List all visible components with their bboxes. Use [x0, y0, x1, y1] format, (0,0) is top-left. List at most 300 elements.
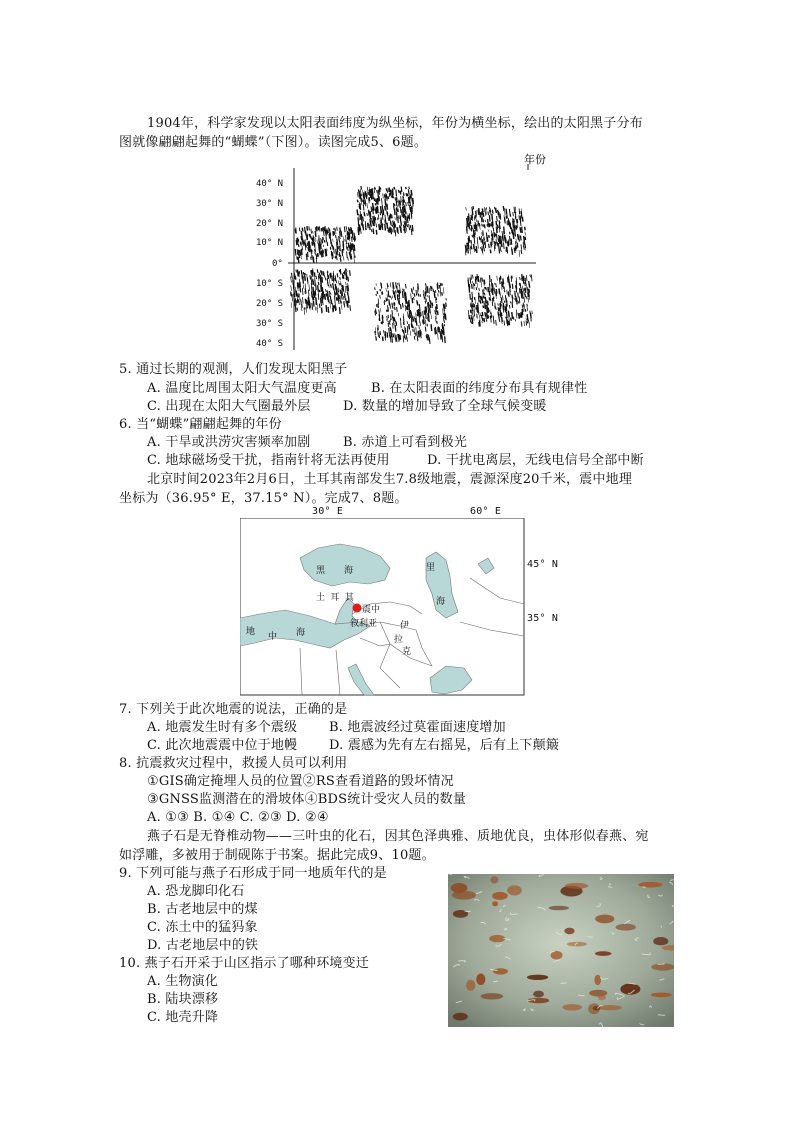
trilobite-mark [476, 974, 485, 986]
sunspot-mark [492, 298, 493, 302]
sunspot-mark [387, 283, 388, 289]
sunspot-mark [322, 287, 323, 289]
sunspot-mark [389, 215, 390, 221]
sunspot-mark [348, 247, 349, 251]
sunspot-mark [417, 302, 418, 306]
sunspot-mark [334, 305, 335, 308]
sunspot-mark [380, 295, 381, 299]
sunspot-mark [314, 279, 315, 286]
epicenter-marker [353, 604, 362, 613]
sunspot-mark [516, 313, 517, 319]
sunspot-mark [530, 275, 531, 278]
sunspot-mark [430, 300, 431, 304]
sunspot-mark [380, 308, 381, 312]
sunspot-mark [494, 288, 495, 294]
sunspot-mark [442, 324, 443, 329]
sunspot-mark [401, 322, 402, 328]
sunspot-mark [518, 313, 519, 316]
sunspot-mark [510, 223, 511, 230]
sunspot-mark [435, 310, 436, 314]
sunspot-mark [295, 306, 296, 313]
sunspot-mark [354, 256, 355, 263]
sunspot-mark [403, 291, 404, 298]
sunspot-mark [521, 321, 522, 326]
map-lat-35n: 35° N [527, 613, 559, 624]
sunspot-mark [520, 277, 521, 280]
sunspot-mark [406, 299, 407, 304]
sunspot-mark [385, 224, 386, 231]
q7-option-c: C. 此次地震震中位于地幔 [147, 738, 298, 753]
sunspot-mark [514, 219, 515, 223]
sunspot-mark [314, 272, 315, 277]
sunspot-mark [337, 289, 338, 293]
sunspot-mark [502, 287, 503, 290]
sunspot-mark [470, 310, 471, 313]
sunspot-mark [428, 307, 429, 313]
sunspot-mark [408, 312, 409, 317]
sunspot-mark [374, 216, 375, 220]
sunspot-mark [362, 222, 363, 228]
trilobite-mark [490, 876, 498, 883]
sunspot-mark [397, 307, 398, 312]
sunspot-mark [502, 282, 503, 288]
sunspot-mark [350, 305, 351, 311]
sunspot-mark [344, 301, 345, 307]
sunspot-mark [519, 297, 520, 303]
sunspot-mark [333, 308, 334, 313]
sunspot-mark [486, 319, 487, 321]
sunspot-mark [330, 302, 331, 309]
sunspot-mark [498, 225, 499, 228]
sunspot-mark [392, 225, 393, 227]
sunspot-mark [308, 252, 309, 257]
sunspot-mark [476, 277, 477, 280]
sunspot-mark [396, 190, 397, 197]
sunspot-mark [392, 214, 393, 218]
sunspot-mark [396, 290, 397, 293]
sunspot-mark [363, 205, 364, 211]
sunspot-mark [519, 301, 520, 304]
sunspot-mark [510, 242, 511, 245]
sunspot-mark [488, 229, 489, 231]
sunspot-mark [508, 241, 509, 246]
sunspot-mark [340, 307, 341, 314]
sunspot-mark [484, 248, 485, 251]
sunspot-mark [342, 249, 343, 253]
sunspot-mark [318, 285, 319, 291]
sunspot-marks [290, 186, 532, 344]
sunspot-mark [340, 237, 341, 239]
sunspot-mark [419, 325, 420, 329]
sunspot-mark [387, 195, 388, 201]
sunspot-mark [324, 275, 325, 278]
sunspot-mark [485, 317, 486, 320]
sunspot-mark [302, 288, 303, 295]
sunspot-mark [382, 224, 383, 230]
sunspot-mark [395, 294, 396, 300]
sunspot-mark [323, 227, 324, 231]
sunspot-mark [510, 301, 511, 303]
sunspot-mark [311, 229, 312, 234]
sunspot-mark [290, 291, 291, 296]
sunspot-mark [346, 247, 347, 250]
sunspot-mark [350, 256, 351, 258]
sunspot-mark [482, 296, 483, 303]
sunspot-mark [372, 220, 373, 223]
sunspot-mark [343, 277, 344, 279]
sunspot-mark [480, 320, 481, 326]
sunspot-mark [372, 190, 373, 194]
sunspot-mark [443, 309, 444, 316]
sunspot-mark [300, 288, 301, 293]
label-turkey: 土 耳 其 [316, 593, 354, 603]
sunspot-mark [470, 277, 471, 283]
sunspot-mark [407, 321, 408, 324]
sunspot-mark [349, 233, 350, 237]
sunspot-mark [358, 227, 359, 234]
sunspot-mark [319, 290, 320, 292]
sunspot-mark [394, 204, 395, 207]
sunspot-mark [479, 296, 480, 302]
sunspot-mark [403, 212, 404, 217]
sunspot-mark [384, 194, 385, 198]
sunspot-mark [513, 317, 514, 320]
sunspot-mark [476, 210, 477, 217]
sunspot-mark [375, 203, 376, 205]
sunspot-mark [409, 187, 410, 189]
sunspot-mark [499, 223, 500, 229]
sunspot-mark [501, 297, 502, 303]
sunspot-mark [403, 196, 404, 198]
sunspot-mark [390, 283, 391, 288]
sunspot-mark [315, 237, 316, 239]
sunspot-mark [340, 228, 341, 233]
sunspot-mark [346, 235, 347, 242]
trilobite-mark [595, 915, 614, 924]
sunspot-mark [471, 215, 472, 220]
sunspot-mark [529, 293, 530, 297]
sunspot-mark [312, 255, 313, 260]
sunspot-mark [487, 314, 488, 319]
y-tick-40n: 40° N [256, 179, 284, 189]
sunspot-mark [326, 305, 327, 312]
sunspot-mark [413, 198, 414, 204]
sunspot-mark [408, 202, 409, 206]
sunspot-mark [361, 228, 362, 234]
sunspot-mark [510, 236, 511, 241]
sunspot-mark [382, 315, 383, 319]
sunspot-mark [388, 230, 389, 233]
sunspot-mark [527, 287, 528, 290]
sunspot-mark [383, 209, 384, 215]
sunspot-mark [313, 231, 314, 234]
sunspot-mark [493, 297, 494, 299]
sunspot-mark [427, 324, 428, 327]
sunspot-mark [472, 310, 473, 315]
sunspot-mark [354, 238, 355, 242]
label-caspian-2: 海 [436, 597, 446, 607]
sunspot-mark [412, 290, 413, 294]
sunspot-mark [376, 209, 377, 214]
sunspot-mark [379, 332, 380, 338]
sunspot-mark [340, 246, 341, 251]
sunspot-mark [400, 285, 401, 290]
sunspot-mark [368, 210, 369, 215]
sunspot-mark [303, 276, 304, 279]
sunspot-mark [520, 221, 521, 226]
sunspot-mark [367, 213, 368, 216]
sunspot-mark [441, 333, 442, 339]
label-epicenter: 震中 [362, 605, 381, 615]
sunspot-mark [498, 307, 499, 311]
sunspot-mark [482, 212, 483, 219]
sunspot-mark [431, 315, 432, 319]
sunspot-mark [512, 249, 513, 255]
sunspot-mark [503, 279, 504, 285]
sunspot-mark [482, 246, 483, 253]
sunspot-mark [388, 188, 389, 192]
sunspot-mark [387, 213, 388, 215]
sunspot-mark [400, 215, 401, 221]
sunspot-mark [522, 314, 523, 318]
sunspot-mark [526, 318, 527, 320]
sunspot-mark [514, 247, 515, 251]
sunspot-mark [341, 283, 342, 287]
sunspot-mark [301, 249, 302, 255]
sunspot-mark [392, 229, 393, 233]
sunspot-mark [399, 200, 400, 203]
trilobite-mark [638, 882, 662, 888]
sunspot-mark [509, 317, 510, 322]
sunspot-mark [376, 199, 377, 202]
sunspot-mark [496, 234, 497, 239]
trilobite-mark [598, 994, 606, 1000]
sunspot-mark [317, 254, 318, 257]
stone-texture-mark [561, 983, 567, 984]
sunspot-mark [335, 257, 336, 259]
q9-option-b: B. 古老地层中的煤 [147, 902, 258, 917]
sunspot-mark [390, 214, 391, 219]
sunspot-mark [519, 250, 520, 257]
label-iraq-3: 克 [402, 647, 412, 657]
sunspot-mark [321, 282, 322, 287]
sunspot-mark [489, 297, 490, 300]
sunspot-mark [436, 308, 437, 311]
sunspot-mark [436, 312, 437, 315]
sunspot-mark [404, 214, 405, 218]
sunspot-mark [337, 227, 338, 231]
sunspot-mark [315, 277, 316, 281]
sunspot-mark [418, 294, 419, 297]
sunspot-mark [511, 239, 512, 245]
sunspot-mark [424, 310, 425, 315]
sunspot-mark [512, 284, 513, 289]
sunspot-mark [399, 190, 400, 193]
sunspot-mark [297, 240, 298, 244]
sunspot-mark [504, 287, 505, 290]
sunspot-mark [292, 273, 293, 278]
sunspot-mark [468, 242, 469, 249]
sunspot-mark [428, 302, 429, 308]
sunspot-mark [389, 193, 390, 197]
sunspot-mark [517, 243, 518, 248]
sunspot-mark [393, 317, 394, 321]
sunspot-mark [337, 256, 338, 260]
sunspot-mark [393, 323, 394, 329]
sunspot-mark [482, 315, 483, 319]
sunspot-mark [341, 233, 342, 236]
sunspot-mark [331, 273, 332, 277]
sunspot-mark [291, 287, 292, 291]
sunspot-mark [490, 275, 491, 282]
sunspot-mark [323, 291, 324, 295]
sunspot-mark [490, 295, 491, 299]
sunspot-mark [347, 270, 348, 273]
sunspot-mark [478, 276, 479, 282]
sunspot-mark [411, 311, 412, 316]
sunspot-mark [505, 295, 506, 300]
sunspot-mark [424, 320, 425, 324]
sunspot-mark [526, 284, 527, 286]
sunspot-mark [384, 220, 385, 224]
sunspot-mark [324, 240, 325, 242]
sunspot-mark [295, 276, 296, 279]
sunspot-mark [428, 334, 429, 341]
sunspot-mark [332, 254, 333, 257]
sunspot-mark [490, 310, 491, 314]
sunspot-mark [298, 257, 299, 263]
sunspot-mark [334, 291, 335, 297]
sunspot-mark [349, 297, 350, 303]
sunspot-mark [303, 239, 304, 245]
sunspot-mark [393, 282, 394, 289]
sunspot-mark [302, 303, 303, 308]
sunspot-mark [395, 334, 396, 340]
sunspot-mark [519, 215, 520, 220]
sunspot-mark [467, 218, 468, 225]
sunspot-mark [380, 188, 381, 190]
sunspot-mark [323, 271, 324, 276]
sunspot-mark [387, 294, 388, 296]
sunspot-mark [496, 221, 497, 225]
sunspot-mark [330, 279, 331, 286]
sunspot-mark [388, 323, 389, 327]
sunspot-mark [416, 320, 417, 325]
sunspot-mark [523, 303, 524, 308]
sunspot-mark [426, 299, 427, 302]
sunspot-mark [420, 294, 421, 297]
sunspot-mark [504, 321, 505, 326]
sunspot-mark [298, 244, 299, 247]
sunspot-mark [480, 300, 481, 304]
sunspot-mark [382, 198, 383, 205]
x-axis-label: 年份 [524, 153, 546, 166]
sunspot-mark [364, 213, 365, 216]
sunspot-mark [339, 237, 340, 242]
sunspot-mark [353, 244, 354, 247]
sunspot-mark [476, 287, 477, 290]
sunspot-mark [396, 335, 397, 342]
sunspot-mark [315, 296, 316, 298]
sunspot-mark [520, 216, 521, 222]
sunspot-mark [308, 290, 309, 297]
sunspot-mark [389, 328, 390, 333]
sunspot-mark [303, 272, 304, 275]
sunspot-mark [493, 316, 494, 319]
sunspot-mark [507, 320, 508, 326]
sunspot-mark [351, 228, 352, 235]
sunspot-mark [414, 328, 415, 335]
sunspot-mark [378, 218, 379, 221]
sunspot-mark [518, 301, 519, 303]
sunspot-mark [482, 224, 483, 227]
sunspot-mark [307, 243, 308, 247]
sunspot-mark [375, 331, 376, 335]
sunspot-mark [425, 292, 426, 297]
sunspot-mark [393, 203, 394, 208]
sunspot-mark [321, 251, 322, 258]
sunspot-mark [394, 317, 395, 321]
sunspot-mark [383, 193, 384, 198]
stone-texture-mark [642, 887, 645, 888]
sunspot-mark [299, 228, 300, 232]
sunspot-mark [496, 307, 497, 310]
intro-9-10-line2: 如浮雕，多被用于制砚陈于书案。据此完成9、10题。 [119, 848, 435, 863]
sunspot-mark [316, 297, 317, 303]
label-med-1: 地 [246, 627, 256, 637]
sunspot-mark [305, 288, 306, 293]
q5-option-a: A. 温度比周围太阳大气温度更高 [147, 381, 337, 396]
sunspot-mark [397, 197, 398, 202]
sunspot-mark [475, 230, 476, 235]
sunspot-mark [514, 298, 515, 300]
sunspot-mark [336, 293, 337, 296]
sunspot-mark [348, 292, 349, 296]
sunspot-mark [486, 233, 487, 236]
q5-option-d: D. 数量的增加导致了全球气候变暖 [343, 399, 547, 414]
sunspot-mark [336, 235, 337, 238]
sunspot-mark [380, 289, 381, 291]
q10-option-b: B. 陆块漂移 [147, 992, 219, 1007]
sunspot-mark [328, 271, 329, 273]
sunspot-mark [334, 247, 335, 254]
sunspot-mark [374, 197, 375, 201]
sunspot-mark [367, 187, 368, 191]
sunspot-mark [338, 281, 339, 285]
sunspot-mark [491, 231, 492, 234]
sunspot-mark [314, 292, 315, 297]
sunspot-mark [488, 212, 489, 216]
sunspot-mark [497, 276, 498, 281]
sunspot-mark [328, 294, 329, 299]
sunspot-mark [396, 282, 397, 288]
sunspot-mark [482, 321, 483, 323]
sunspot-mark [402, 329, 403, 332]
q5-option-c: C. 出现在太阳大气圈最外层 [147, 399, 311, 414]
sunspot-mark [390, 320, 391, 325]
sunspot-mark [510, 232, 511, 235]
sunspot-mark [521, 315, 522, 318]
sunspot-mark [312, 242, 313, 246]
sunspot-mark [515, 241, 516, 245]
sunspot-mark [509, 305, 510, 308]
sunspot-mark [405, 337, 406, 339]
sunspot-mark [395, 224, 396, 228]
sunspot-mark [483, 219, 484, 222]
sunspot-mark [309, 284, 310, 291]
sunspot-mark [390, 221, 391, 225]
sunspot-mark [381, 220, 382, 226]
